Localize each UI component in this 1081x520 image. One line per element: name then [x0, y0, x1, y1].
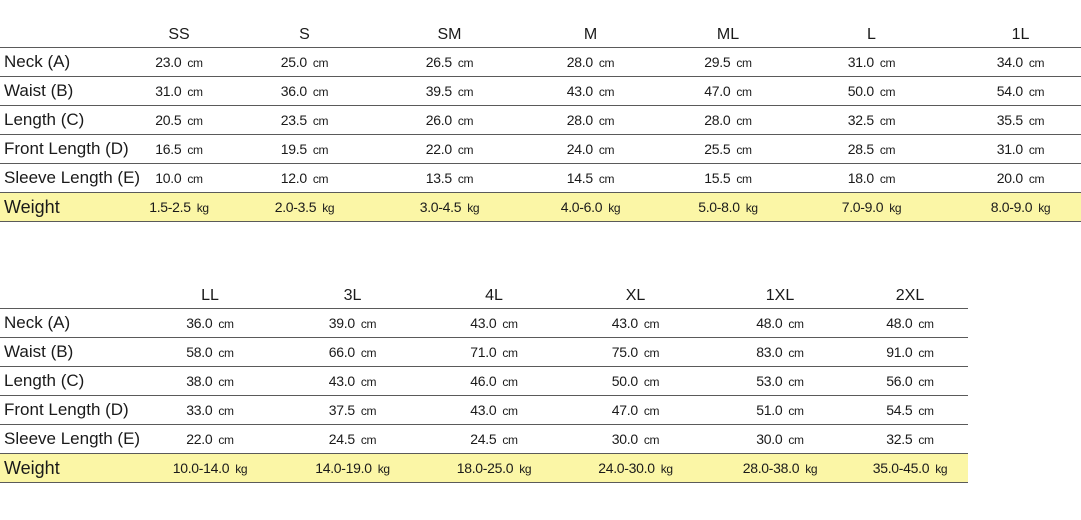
- unit-label: cm: [879, 114, 896, 128]
- measure-value: 32.5: [847, 112, 874, 128]
- row-label: Length (C): [0, 367, 140, 396]
- measure-value: 24.5: [470, 431, 497, 447]
- measure-value: 83.0: [756, 344, 783, 360]
- measure-cell: [960, 77, 1081, 106]
- table-row-front-length: [0, 396, 968, 425]
- weight-value: 4.0-6.0: [560, 199, 603, 215]
- unit-label: cm: [879, 172, 896, 186]
- measure-cell: [708, 396, 852, 425]
- measure-value: 39.0: [328, 315, 355, 331]
- measure-cell: [673, 106, 783, 135]
- unit-label: cm: [736, 114, 752, 128]
- measure-value: 28.0: [704, 112, 731, 128]
- unit-label: cm: [788, 317, 804, 331]
- unit-label: cm: [1028, 85, 1045, 99]
- measure-value: 30.0: [611, 431, 638, 447]
- measure-value: 25.5: [704, 141, 731, 157]
- measure-value: 12.0: [280, 170, 307, 186]
- measure-value: 33.0: [186, 402, 213, 418]
- measure-value: 38.0: [186, 373, 213, 389]
- measure-cell: [218, 135, 391, 164]
- unit-label: kg: [519, 462, 532, 476]
- measure-cell: [391, 77, 508, 106]
- measure-cell: [673, 48, 783, 77]
- measure-cell: [852, 338, 968, 367]
- measure-cell: [218, 106, 391, 135]
- measure-cell: [425, 309, 563, 338]
- unit-label: cm: [360, 375, 377, 389]
- measure-value: 22.0: [186, 431, 213, 447]
- measure-cell: [280, 309, 425, 338]
- measure-cell: [508, 106, 673, 135]
- measure-value: 43.0: [566, 83, 593, 99]
- unit-label: cm: [218, 375, 234, 389]
- weight-value: 5.0-8.0: [698, 199, 740, 215]
- measure-cell: [783, 135, 960, 164]
- measure-cell: [508, 135, 673, 164]
- measure-value: 18.0: [847, 170, 874, 186]
- weight-cell: [391, 193, 508, 222]
- unit-label: cm: [457, 56, 474, 70]
- size-header: L: [867, 25, 876, 43]
- table-row-sleeve-length: [0, 164, 1081, 193]
- measure-cell: [563, 367, 708, 396]
- measure-cell: [425, 367, 563, 396]
- measure-value: 28.0: [566, 54, 593, 70]
- measure-cell: [140, 396, 280, 425]
- unit-label: cm: [879, 143, 896, 157]
- measure-cell: [673, 135, 783, 164]
- unit-label: kg: [805, 462, 818, 476]
- measure-value: 48.0: [886, 315, 913, 331]
- measure-cell: [708, 367, 852, 396]
- measure-cell: [960, 48, 1081, 77]
- table-row-length: [0, 367, 968, 396]
- measure-value: 53.0: [756, 373, 783, 389]
- unit-label: kg: [235, 462, 248, 476]
- measure-cell: [708, 338, 852, 367]
- measure-cell: [783, 164, 960, 193]
- unit-label: cm: [218, 404, 234, 418]
- unit-label: cm: [457, 172, 474, 186]
- measure-value: 51.0: [756, 402, 783, 418]
- row-label: Front Length (D): [0, 396, 140, 425]
- measure-cell: [783, 106, 960, 135]
- unit-label: cm: [918, 346, 934, 360]
- unit-label: cm: [457, 114, 474, 128]
- measure-cell: [218, 77, 391, 106]
- unit-label: cm: [918, 404, 934, 418]
- unit-label: cm: [643, 404, 660, 418]
- measure-value: 50.0: [611, 373, 638, 389]
- measure-value: 14.5: [566, 170, 593, 186]
- weight-cell: [140, 193, 218, 222]
- unit-label: cm: [187, 114, 203, 128]
- size-header: SS: [168, 25, 190, 43]
- unit-label: cm: [312, 56, 329, 70]
- measure-value: 26.0: [425, 112, 452, 128]
- weight-value: 24.0-30.0: [598, 460, 655, 476]
- measure-value: 91.0: [886, 344, 913, 360]
- measure-value: 47.0: [611, 402, 638, 418]
- measure-cell: [508, 48, 673, 77]
- size-chart-small: [0, 22, 1081, 222]
- measure-value: 75.0: [611, 344, 638, 360]
- measure-value: 15.5: [704, 170, 731, 186]
- weight-cell: [218, 193, 391, 222]
- weight-value: 18.0-25.0: [456, 460, 514, 476]
- measure-value: 39.5: [425, 83, 452, 99]
- weight-cell: [960, 193, 1081, 222]
- unit-label: cm: [598, 114, 615, 128]
- unit-label: cm: [502, 404, 518, 418]
- size-header: ML: [716, 25, 740, 43]
- unit-label: cm: [360, 433, 377, 447]
- size-header: 3L: [343, 286, 362, 304]
- measure-cell: [783, 77, 960, 106]
- measure-cell: [960, 164, 1081, 193]
- measure-cell: [140, 425, 280, 454]
- unit-label: cm: [736, 85, 752, 99]
- measure-cell: [563, 338, 708, 367]
- measure-value: 28.5: [847, 141, 874, 157]
- measure-cell: [425, 396, 563, 425]
- header-corner: [0, 283, 140, 309]
- measure-value: 30.0: [756, 431, 783, 447]
- measure-value: 46.0: [470, 373, 497, 389]
- weight-cell: [140, 454, 280, 483]
- measure-value: 22.0: [425, 141, 452, 157]
- measure-cell: [960, 106, 1081, 135]
- unit-label: cm: [736, 172, 752, 186]
- table-row-waist: [0, 338, 968, 367]
- measure-cell: [563, 396, 708, 425]
- row-label: Waist (B): [0, 77, 140, 106]
- unit-label: cm: [312, 114, 329, 128]
- measure-cell: [708, 309, 852, 338]
- size-header: M: [583, 25, 598, 43]
- weight-value: 7.0-9.0: [841, 199, 884, 215]
- measure-cell: [708, 425, 852, 454]
- measure-cell: [852, 367, 968, 396]
- measure-value: 31.0: [847, 54, 874, 70]
- row-label: Front Length (D): [0, 135, 140, 164]
- measure-value: 47.0: [704, 83, 731, 99]
- unit-label: cm: [218, 433, 234, 447]
- measure-value: 25.0: [280, 54, 307, 70]
- unit-label: kg: [322, 201, 335, 215]
- unit-label: cm: [598, 143, 615, 157]
- measure-cell: [391, 106, 508, 135]
- size-header: 1XL: [765, 286, 795, 304]
- measure-value: 48.0: [756, 315, 783, 331]
- table-row-length: [0, 106, 1081, 135]
- weight-cell: [673, 193, 783, 222]
- measure-cell: [280, 425, 425, 454]
- unit-label: kg: [935, 462, 948, 476]
- unit-label: kg: [377, 462, 390, 476]
- unit-label: cm: [502, 346, 518, 360]
- weight-cell: [708, 454, 852, 483]
- unit-label: cm: [918, 375, 934, 389]
- measure-value: 23.5: [280, 112, 307, 128]
- unit-label: cm: [879, 85, 896, 99]
- weight-cell: [852, 454, 968, 483]
- measure-value: 24.5: [328, 431, 355, 447]
- measure-value: 31.0: [155, 83, 182, 99]
- unit-label: cm: [187, 143, 203, 157]
- measure-value: 16.5: [155, 141, 182, 157]
- unit-label: cm: [502, 317, 518, 331]
- measure-cell: [508, 77, 673, 106]
- unit-label: cm: [598, 172, 615, 186]
- unit-label: cm: [187, 172, 203, 186]
- unit-label: cm: [360, 346, 377, 360]
- measure-cell: [508, 164, 673, 193]
- measure-value: 35.5: [996, 112, 1023, 128]
- size-header: XL: [625, 286, 646, 304]
- weight-value: 3.0-4.5: [419, 199, 462, 215]
- weight-value: 35.0-45.0: [872, 460, 930, 476]
- measure-value: 24.0: [566, 141, 593, 157]
- size-header: 4L: [485, 286, 503, 304]
- unit-label: cm: [312, 85, 329, 99]
- unit-label: cm: [187, 85, 203, 99]
- unit-label: cm: [360, 317, 377, 331]
- header-corner: [0, 22, 140, 48]
- measure-cell: [218, 48, 391, 77]
- unit-label: kg: [660, 462, 673, 476]
- measure-value: 43.0: [611, 315, 638, 331]
- measure-cell: [280, 367, 425, 396]
- measure-value: 26.5: [425, 54, 452, 70]
- size-header: SM: [437, 25, 462, 43]
- measure-value: 54.5: [886, 402, 913, 418]
- unit-label: cm: [788, 433, 804, 447]
- measure-value: 58.0: [186, 344, 213, 360]
- row-label: Sleeve Length (E): [0, 425, 140, 454]
- measure-value: 54.0: [996, 83, 1023, 99]
- unit-label: kg: [745, 201, 758, 215]
- measure-cell: [391, 48, 508, 77]
- weight-cell: [508, 193, 673, 222]
- weight-cell: [563, 454, 708, 483]
- weight-cell: [783, 193, 960, 222]
- measure-value: 13.5: [425, 170, 452, 186]
- measure-value: 10.0: [155, 170, 182, 186]
- measure-cell: [673, 77, 783, 106]
- unit-label: cm: [187, 56, 203, 70]
- table-row-weight: [0, 454, 968, 483]
- size-header: 1L: [1011, 25, 1030, 43]
- unit-label: cm: [1028, 143, 1045, 157]
- measure-cell: [280, 338, 425, 367]
- measure-cell: [425, 425, 563, 454]
- measure-cell: [140, 367, 280, 396]
- weight-value: 28.0-38.0: [742, 460, 800, 476]
- row-label: Neck (A): [0, 48, 140, 77]
- measure-cell: [280, 396, 425, 425]
- row-label: Weight: [0, 454, 140, 483]
- unit-label: cm: [502, 433, 518, 447]
- unit-label: cm: [218, 317, 234, 331]
- measure-value: 50.0: [847, 83, 874, 99]
- measure-cell: [140, 309, 280, 338]
- unit-label: cm: [736, 143, 752, 157]
- unit-label: cm: [736, 56, 752, 70]
- measure-cell: [391, 164, 508, 193]
- measure-cell: [140, 77, 218, 106]
- measure-cell: [563, 425, 708, 454]
- unit-label: cm: [918, 317, 934, 331]
- measure-value: 20.0: [996, 170, 1023, 186]
- size-header: S: [299, 25, 310, 43]
- weight-value: 14.0-19.0: [315, 460, 372, 476]
- row-label: Weight: [0, 193, 140, 222]
- measure-value: 28.0: [566, 112, 593, 128]
- measure-cell: [673, 164, 783, 193]
- unit-label: cm: [1028, 172, 1045, 186]
- unit-label: cm: [643, 317, 660, 331]
- unit-label: kg: [467, 201, 480, 215]
- measure-cell: [563, 309, 708, 338]
- measure-value: 71.0: [470, 344, 497, 360]
- measure-value: 56.0: [886, 373, 913, 389]
- table-row-neck: [0, 309, 968, 338]
- unit-label: cm: [1028, 114, 1045, 128]
- measure-cell: [218, 164, 391, 193]
- unit-label: kg: [1038, 201, 1051, 215]
- weight-cell: [280, 454, 425, 483]
- unit-label: cm: [457, 85, 474, 99]
- unit-label: cm: [457, 143, 474, 157]
- measure-value: 36.0: [280, 83, 307, 99]
- table-row-waist: [0, 77, 1081, 106]
- unit-label: kg: [608, 201, 621, 215]
- table-row-sleeve-length: [0, 425, 968, 454]
- unit-label: cm: [1028, 56, 1045, 70]
- row-label: Neck (A): [0, 309, 140, 338]
- unit-label: kg: [889, 201, 902, 215]
- table-row-weight: [0, 193, 1081, 222]
- measure-cell: [140, 338, 280, 367]
- weight-value: 1.5-2.5: [149, 199, 191, 215]
- measure-value: 31.0: [996, 141, 1023, 157]
- unit-label: cm: [643, 375, 660, 389]
- weight-value: 2.0-3.5: [274, 199, 317, 215]
- measure-value: 20.5: [155, 112, 182, 128]
- measure-cell: [140, 164, 218, 193]
- measure-value: 32.5: [886, 431, 913, 447]
- row-label: Waist (B): [0, 338, 140, 367]
- measure-value: 23.0: [155, 54, 182, 70]
- measure-cell: [140, 48, 218, 77]
- unit-label: cm: [643, 346, 660, 360]
- measure-value: 19.5: [280, 141, 307, 157]
- measure-cell: [425, 338, 563, 367]
- unit-label: cm: [598, 85, 615, 99]
- size-header: 2XL: [895, 286, 925, 304]
- weight-value: 10.0-14.0: [172, 460, 230, 476]
- measure-cell: [960, 135, 1081, 164]
- unit-label: cm: [502, 375, 518, 389]
- measure-value: 36.0: [186, 315, 213, 331]
- unit-label: cm: [312, 172, 329, 186]
- unit-label: cm: [788, 404, 804, 418]
- unit-label: cm: [360, 404, 377, 418]
- unit-label: kg: [196, 201, 209, 215]
- table-row-neck: [0, 48, 1081, 77]
- measure-value: 34.0: [996, 54, 1023, 70]
- unit-label: cm: [643, 433, 660, 447]
- measure-value: 43.0: [470, 315, 497, 331]
- unit-label: cm: [218, 346, 234, 360]
- weight-value: 8.0-9.0: [990, 199, 1033, 215]
- unit-label: cm: [788, 375, 804, 389]
- measure-value: 66.0: [328, 344, 355, 360]
- row-label: Sleeve Length (E): [0, 164, 140, 193]
- unit-label: cm: [879, 56, 896, 70]
- size-chart-large: [0, 283, 968, 483]
- measure-value: 29.5: [704, 54, 731, 70]
- table-row-front-length: [0, 135, 1081, 164]
- unit-label: cm: [598, 56, 615, 70]
- measure-cell: [852, 309, 968, 338]
- measure-cell: [391, 135, 508, 164]
- measure-value: 43.0: [470, 402, 497, 418]
- measure-cell: [140, 106, 218, 135]
- unit-label: cm: [918, 433, 934, 447]
- unit-label: cm: [312, 143, 329, 157]
- weight-cell: [425, 454, 563, 483]
- measure-cell: [852, 425, 968, 454]
- row-label: Length (C): [0, 106, 140, 135]
- unit-label: cm: [788, 346, 804, 360]
- measure-cell: [852, 396, 968, 425]
- measure-cell: [783, 48, 960, 77]
- size-header: LL: [201, 286, 219, 304]
- measure-value: 43.0: [328, 373, 355, 389]
- measure-value: 37.5: [328, 402, 355, 418]
- measure-cell: [140, 135, 218, 164]
